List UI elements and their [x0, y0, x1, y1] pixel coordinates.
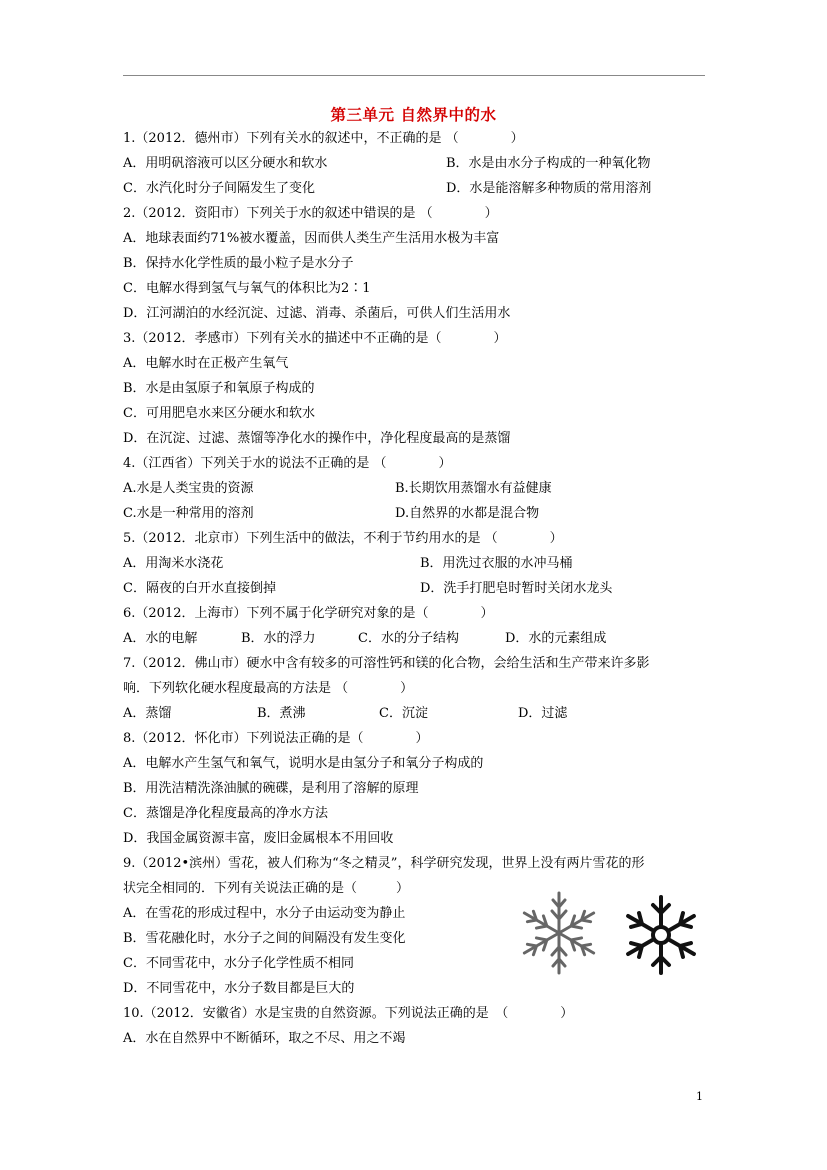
q8-option-a: A．电解水产生氢气和氧气，说明水是由氢分子和氧分子构成的: [123, 756, 484, 771]
q9-option-b: B．雪花融化时，水分子之间的间隔没有发生变化: [123, 931, 406, 946]
q7-option-a: A．蒸馏: [123, 706, 172, 721]
q9-option-d: D．不同雪花中，水分子数目都是巨大的: [123, 981, 355, 996]
page-number: 1: [696, 1090, 703, 1103]
question-4-stem: 4.（江西省）下列关于水的说法不正确的是 （ ）: [123, 456, 452, 471]
q1-option-c: C．水汽化时分子间隔发生了变化: [123, 181, 315, 196]
snowflake-image-2: [617, 892, 705, 978]
header-rule: [123, 75, 705, 76]
question-2-stem: 2.（2012．资阳市）下列关于水的叙述中错误的是 （ ）: [123, 206, 498, 221]
question-5-stem: 5.（2012．北京市）下列生活中的做法，不利于节约用水的是 （ ）: [123, 531, 563, 546]
q1-option-d: D．水是能溶解多种物质的常用溶剂: [446, 181, 652, 196]
question-1-stem: 1.（2012．德州市）下列有关水的叙述中，不正确的是 （ ）: [123, 131, 524, 146]
question-8-stem: 8.（2012．怀化市）下列说法正确的是（ ）: [123, 731, 429, 746]
q5-option-a: A．用淘米水浇花: [123, 556, 224, 571]
q6-option-a: A．水的电解: [123, 631, 198, 646]
q4-option-c: C.水是一种常用的溶剂: [123, 506, 254, 521]
question-7-stem-line1: 7.（2012．佛山市）硬水中含有较多的可溶性钙和镁的化合物，会给生活和生产带来许多影: [123, 656, 650, 671]
q2-option-c: C．电解水得到氢气与氧气的体积比为2∶1: [123, 281, 371, 296]
question-9-stem-line1: 9.（2012•滨州）雪花，被人们称为“冬之精灵”，科学研究发现，世界上没有两片雪花的形: [123, 856, 645, 871]
q5-option-c: C．隔夜的白开水直接倒掉: [123, 581, 276, 596]
snowflake-image-1: [512, 890, 606, 976]
q3-option-d: D．在沉淀、过滤、蒸馏等净化水的操作中，净化程度最高的是蒸馏: [123, 431, 511, 446]
q8-option-b: B．用洗洁精洗涤油腻的碗碟，是利用了溶解的原理: [123, 781, 419, 796]
q10-option-a: A．水在自然界中不断循环，取之不尽、用之不竭: [123, 1031, 406, 1046]
q2-option-b: B．保持水化学性质的最小粒子是水分子: [123, 256, 354, 271]
q6-option-b: B．水的浮力: [241, 631, 316, 646]
q9-option-a: A．在雪花的形成过程中，水分子由运动变为静止: [123, 906, 406, 921]
q6-option-c: C．水的分子结构: [358, 631, 459, 646]
q6-option-d: D．水的元素组成: [505, 631, 607, 646]
q7-option-c: C．沉淀: [379, 706, 428, 721]
q3-option-c: C．可用肥皂水来区分硬水和软水: [123, 406, 315, 421]
question-10-stem: 10.（2012．安徽省）水是宝贵的自然资源。下列说法正确的是 （ ）: [123, 1006, 574, 1021]
q2-option-d: D．江河湖泊的水经沉淀、过滤、消毒、杀菌后，可供人们生活用水: [123, 306, 511, 321]
q5-option-d: D．洗手打肥皂时暂时关闭水龙头: [420, 581, 613, 596]
q8-option-d: D．我国金属资源丰富，废旧金属根本不用回收: [123, 831, 394, 846]
q3-option-a: A．电解水时在正极产生氧气: [123, 356, 289, 371]
q9-option-c: C．不同雪花中，水分子化学性质不相同: [123, 956, 354, 971]
q2-option-a: A．地球表面约71%被水覆盖，因而供人类生产生活用水极为丰富: [123, 231, 500, 246]
q4-option-a: A.水是人类宝贵的资源: [123, 481, 254, 496]
question-6-stem: 6.（2012．上海市）下列不属于化学研究对象的是（ ）: [123, 606, 494, 621]
q3-option-b: B．水是由氢原子和氧原子构成的: [123, 381, 315, 396]
q1-option-a: A．用明矾溶液可以区分硬水和软水: [123, 156, 328, 171]
question-7-stem-line2: 响．下列软化硬水程度最高的方法是 （ ）: [123, 681, 414, 696]
q7-option-b: B．煮沸: [257, 706, 306, 721]
page-title: 第三单元 自然界中的水: [330, 105, 497, 124]
q4-option-b: B.长期饮用蒸馏水有益健康: [395, 481, 552, 496]
question-3-stem: 3.（2012．孝感市）下列有关水的描述中不正确的是（ ）: [123, 331, 507, 346]
q7-option-d: D．过滤: [518, 706, 568, 721]
q5-option-b: B．用洗过衣服的水冲马桶: [420, 556, 573, 571]
q8-option-c: C．蒸馏是净化程度最高的净水方法: [123, 806, 328, 821]
question-9-stem-line2: 状完全相同的．下列有关说法正确的是（ ）: [123, 881, 410, 896]
q4-option-d: D.自然界的水都是混合物: [395, 506, 540, 521]
q1-option-b: B．水是由水分子构成的一种氧化物: [446, 156, 651, 171]
